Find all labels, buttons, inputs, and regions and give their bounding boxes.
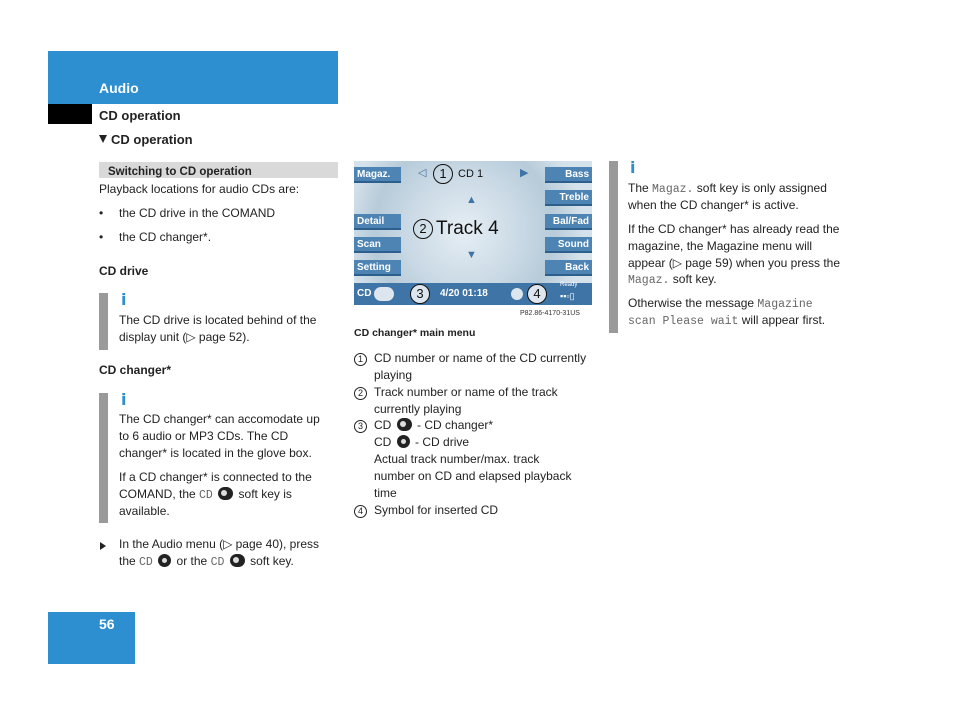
legend-text: Actual track number/max. track [374, 452, 540, 466]
right-note-line: when the CD changer* is active. [628, 198, 799, 212]
cd-changer-icon [230, 554, 245, 567]
subsection-title: CD operation [99, 108, 181, 123]
track-down-arrow-icon[interactable]: ▼ [466, 249, 477, 261]
page-heading: CD operation [99, 132, 193, 147]
legend-text: time [374, 486, 397, 500]
list-item-text: the CD changer*. [119, 230, 212, 244]
ready-label: Ready [560, 282, 578, 288]
softkey-sound[interactable]: Sound [545, 237, 592, 253]
right-note-line: magazine, the Magazine menu will [628, 239, 813, 253]
status-bar [354, 283, 592, 305]
callout-3: 3 [410, 284, 430, 304]
list-item-text: the CD drive in the COMAND [119, 206, 276, 220]
switch-title-bar: Switching to CD operation [99, 162, 338, 178]
section-title: Audio [99, 80, 139, 96]
figure-caption: CD changer* main menu [354, 327, 476, 339]
list-item: • [99, 206, 104, 220]
softkey-back[interactable]: Back [545, 260, 592, 276]
changer-note-line: The CD changer* can accomodate up [119, 412, 320, 426]
softkey-detail[interactable]: Detail [354, 214, 401, 230]
softkey-scan[interactable]: Scan [354, 237, 401, 253]
intro-text: Playback locations for audio CDs are: [99, 182, 300, 196]
right-note-line: scan Please wait will appear first. [628, 313, 826, 328]
legend-text: playing [374, 368, 413, 382]
page-number-box [48, 612, 135, 664]
cd-disc-icon [158, 554, 171, 567]
bullet-arrow-icon [100, 542, 106, 550]
info-icon: i [121, 390, 127, 409]
changer-note-line: If a CD changer* is connected to the [119, 470, 312, 484]
track-label: Track 4 [436, 218, 499, 239]
legend-num: 1 [354, 350, 367, 367]
cd-disc-icon [511, 288, 523, 300]
legend-num: 4 [354, 502, 367, 519]
track-up-arrow-icon[interactable]: ▲ [466, 194, 477, 206]
softkey-setting[interactable]: Setting [354, 260, 401, 276]
legend-text: CD - CD drive [374, 435, 470, 449]
legend-text: currently playing [374, 402, 462, 416]
next-cd-arrow-icon[interactable]: ▶ [520, 167, 529, 179]
changer-note-line: changer* is located in the glove box. [119, 446, 312, 460]
softkey-magaz[interactable]: Magaz. [354, 167, 401, 183]
legend-num: 2 [354, 384, 367, 401]
cd-disc-icon [397, 435, 410, 448]
status-time: 4/20 01:18 [440, 288, 488, 299]
softkey-treble[interactable]: Treble [545, 190, 592, 206]
cd-changer-icon [218, 487, 233, 500]
cd-changer-icon [374, 287, 394, 301]
instruction-line: the CD or the CD soft key. [119, 554, 294, 569]
note-bar [99, 393, 108, 523]
info-icon: i [121, 290, 127, 309]
changer-note-line: to 6 audio or MP3 CDs. The CD [119, 429, 289, 443]
cd-drive-note-line: The CD drive is located behind of the [119, 313, 317, 327]
callout-4: 4 [527, 284, 547, 304]
right-note-line: Otherwise the message Magazine [628, 296, 813, 311]
note-bar [99, 293, 108, 350]
cd-drive-heading: CD drive [99, 264, 149, 278]
info-icon: i [630, 158, 636, 177]
header-bar [48, 51, 338, 104]
right-note-line: appear (▷ page 59) when you press the [628, 256, 841, 270]
cd-changer-screen [354, 161, 592, 305]
changer-note-line: available. [119, 504, 170, 518]
callout-2: 2 [413, 219, 433, 239]
cd-label: CD 1 [458, 168, 484, 180]
legend-text: CD - CD changer* [374, 418, 494, 432]
right-note-line: The Magaz. soft key is only assigned [628, 181, 827, 196]
instruction-line: In the Audio menu (▷ page 40), press [119, 537, 320, 551]
legend-num: 3 [354, 417, 367, 434]
cd-changer-heading: CD changer* [99, 363, 172, 377]
legend-text: number on CD and elapsed playback [374, 469, 572, 483]
list-item: • [99, 230, 104, 244]
note-bar [609, 161, 618, 333]
legend-text: Track number or name of the track [374, 385, 558, 399]
prev-cd-arrow-icon[interactable]: ◁ [418, 167, 427, 179]
section-marker [48, 104, 92, 124]
triangle-down-icon [99, 135, 107, 143]
changer-note-line: COMAND, the CD soft key is [119, 487, 292, 502]
legend-text: CD number or name of the CD currently [374, 351, 587, 365]
softkey-balfad[interactable]: Bal/Fad [545, 214, 592, 230]
slot-indicator-icon: ▪▪▫▯ [560, 291, 575, 301]
cd-changer-icon [397, 418, 412, 431]
callout-1: 1 [433, 164, 453, 184]
page-number: 56 [99, 616, 115, 632]
right-note-line: Magaz. soft key. [628, 272, 717, 287]
softkey-bass[interactable]: Bass [545, 167, 592, 183]
status-cd: CD [357, 288, 372, 299]
right-note-line: If the CD changer* has already read the [628, 222, 840, 236]
cd-drive-note-line: display unit (▷ page 52). [119, 330, 250, 344]
figure-code: P82.86-4170-31US [520, 310, 580, 317]
legend-text: Symbol for inserted CD [374, 503, 499, 517]
